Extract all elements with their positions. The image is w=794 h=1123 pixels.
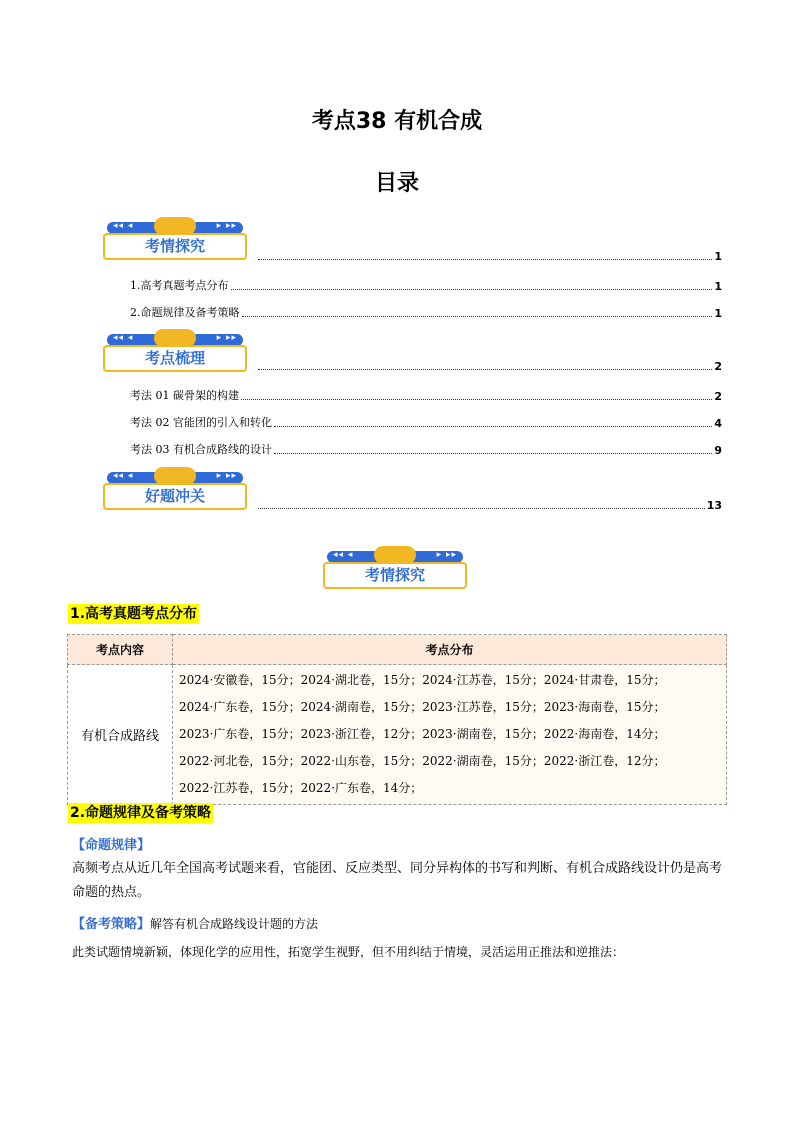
section-banner-kaoqing [323,549,467,589]
toc-entry[interactable]: 考法 02 官能团的引入和转化 4 [130,416,722,430]
distribution-line: 2024·安徽卷，15分；2024·湖北卷，15分；2024·江苏卷，15分；2024·甘肃卷，15分； [179,673,666,687]
row-content [173,665,727,805]
arrows-left-icon: ◂◂ ◂ [113,471,134,481]
arrows-left-icon: ◂◂ ◂ [113,333,134,343]
toc-leader [241,398,712,400]
toc-title: 目录 [374,171,419,196]
rule-label: 【命题规律】 [72,838,151,853]
distribution-line: 2024·广东卷，15分；2024·湖南卷，15分；2023·江苏卷，15分；2023·海南卷，15分； [179,700,666,714]
toc-entry[interactable]: 2.命题规律及备考策略 1 [130,306,722,320]
arrows-left-icon: ◂◂ ◂ [113,221,134,231]
section1-heading: 1.高考真题考点分布 [70,606,198,622]
exam-distribution-table [67,634,727,805]
strategy-label-row [72,913,318,932]
toc-banner-kaodian [103,332,247,372]
toc-entry[interactable]: 考法 03 有机合成路线的设计 9 [130,443,722,457]
table-header: 考点内容 [68,635,173,665]
arrows-right-icon: ▸ ▸▸ [216,221,237,231]
toc-leader [242,315,713,317]
toc-page: 9 [714,444,722,457]
banner-label: 好题冲关 [103,483,247,510]
strategy-text: 此类试题情境新颖，体现化学的应用性，拓宽学生视野，但不用纠结于情境，灵活运用正推法和逆推法： [72,945,625,959]
toc-leader [231,288,713,290]
toc-leader [258,507,705,509]
distribution-line: 2022·河北卷，15分；2022·山东卷，15分；2022·湖南卷，15分；2022·浙江卷，12分； [179,754,666,768]
toc-banner-kaoqing [103,220,247,260]
toc-page: 1 [714,307,722,320]
toc-page: 1 [714,250,722,263]
table-header-row [68,635,727,665]
toc-banner-haoti [103,470,247,510]
arrows-right-icon: ▸ ▸▸ [216,471,237,481]
arrows-left-icon: ◂◂ ◂ [333,550,354,560]
toc-page: 1 [714,280,722,293]
toc-page: 2 [714,390,722,403]
strategy-subtitle: 解答有机合成路线设计题的方法 [150,917,319,931]
strategy-label: 【备考策略】 [72,917,151,932]
rule-text: 高频考点从近几年全国高考试题来看，官能团、反应类型、同分异构体的书写和判断、有机合成路线设计仍是高考命题的热点。 [72,861,723,900]
page-title: 考点38 有机合成 [311,109,483,134]
toc-page: 2 [714,360,722,373]
table-row [68,665,727,805]
toc-entry[interactable] [256,250,722,263]
banner-label: 考情探究 [103,233,247,260]
row-label: 有机合成路线 [68,665,173,805]
toc-entry[interactable]: 考法 01 碳骨架的构建 2 [130,389,722,403]
arrows-right-icon: ▸ ▸▸ [216,333,237,343]
table-header: 考点分布 [173,635,727,665]
toc-leader [274,425,712,427]
toc-entry[interactable] [256,499,722,512]
distribution-line: 2023·广东卷，15分；2023·浙江卷，12分；2023·湖南卷，15分；2022·海南卷，14分； [179,727,666,741]
toc-leader [258,368,712,370]
banner-label: 考点梳理 [103,345,247,372]
distribution-line: 2022·江苏卷，15分；2022·广东卷，14分； [179,781,423,795]
arrows-right-icon: ▸ ▸▸ [436,550,457,560]
section2-heading: 2.命题规律及备考策略 [70,805,212,821]
toc-leader [274,452,712,454]
banner-label: 考情探究 [323,562,467,589]
toc-entry[interactable] [256,360,722,373]
toc-leader [258,258,712,260]
toc-page: 4 [714,417,722,430]
toc-page: 13 [706,499,722,512]
toc-entry[interactable]: 1.高考真题考点分布 1 [130,279,722,293]
